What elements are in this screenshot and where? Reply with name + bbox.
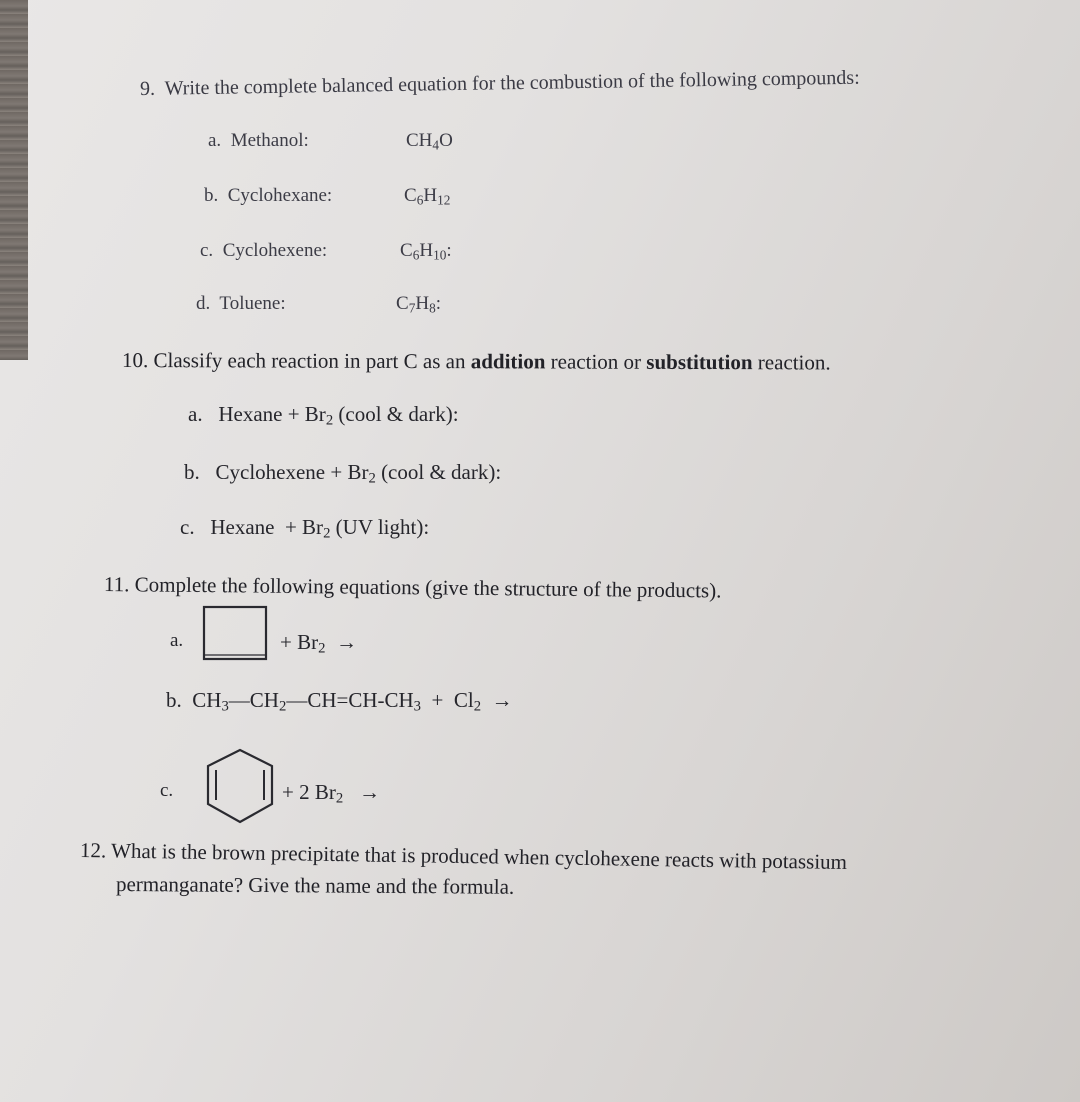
q10-bold-addition: addition <box>470 349 546 374</box>
item-text: (cool & dark): <box>375 460 502 484</box>
formula-part: CH <box>192 688 222 712</box>
formula-part: O <box>439 130 453 151</box>
q10-bold-substitution: substitution <box>646 349 753 375</box>
item-letter: c. <box>200 240 214 261</box>
formula-subscript: 12 <box>437 192 451 208</box>
q11-item-c-equation <box>282 780 380 808</box>
formula-subscript: 2 <box>473 698 482 715</box>
q9-formula-d <box>396 293 441 316</box>
item-letter: a. <box>208 130 222 151</box>
q10-prompt-middle: reaction or <box>550 349 642 374</box>
item-name: Cyclohexene: <box>222 240 328 261</box>
formula-part: —CH=CH-CH <box>286 688 414 712</box>
item-letter: a. <box>188 402 203 426</box>
formula-subscript: 2 <box>278 698 287 715</box>
q12-prompt-line2 <box>116 872 514 900</box>
q11-item-a-equation <box>280 630 357 658</box>
q10-prompt-start: Classify each reaction in part C as an <box>153 348 466 374</box>
formula-part: C <box>396 293 409 314</box>
q9-item-b <box>204 185 332 207</box>
q10-item-c <box>180 515 429 543</box>
formula-part: H <box>415 293 430 314</box>
formula-subscript: 4 <box>432 137 440 153</box>
item-letter: b. <box>184 460 200 484</box>
formula-part: → <box>481 688 513 712</box>
item-letter: b. <box>166 688 182 712</box>
item-letter: d. <box>196 293 211 314</box>
cyclohexadiene-hexagon-icon <box>202 746 280 828</box>
formula-part: H <box>423 185 438 206</box>
formula-subscript: 10 <box>433 247 447 263</box>
q12-number: 12. <box>79 838 107 863</box>
formula-part: C <box>400 240 413 261</box>
q9-item-a <box>208 130 309 152</box>
q12-text-line2: permanganate? Give the name and the formula. <box>115 872 515 899</box>
q11-number: 11. <box>103 572 130 597</box>
q9-number: 9. <box>139 77 156 100</box>
cyclobutane-square-icon <box>200 604 270 662</box>
formula-part: C <box>404 185 417 206</box>
formula-part: H <box>419 240 434 261</box>
q9-prompt-text: Write the complete balanced equation for the combustion of the following compounds: <box>164 66 860 100</box>
q9-item-c <box>200 240 327 262</box>
formula-subscript: 8 <box>429 300 436 316</box>
q11-prompt-text: Complete the following equations (give the structure of the products). <box>134 572 722 603</box>
item-letter: b. <box>204 185 219 206</box>
item-text: Hexane + Br <box>210 515 324 539</box>
q9-formula-a <box>406 130 453 153</box>
formula-subscript: 2 <box>325 412 334 429</box>
item-text: (UV light): <box>330 515 430 539</box>
q11-item-a-letter: a. <box>170 630 184 651</box>
formula-subscript: 2 <box>318 640 326 657</box>
formula-subscript: 6 <box>412 247 420 263</box>
q11-item-b <box>166 688 513 716</box>
q10-number: 10. <box>121 348 149 373</box>
formula-subscript: 3 <box>413 698 422 715</box>
item-text: Cyclohexene + Br <box>215 460 369 484</box>
q10-prompt <box>122 348 831 375</box>
formula-part: + Cl <box>421 688 474 712</box>
item-name: Cyclohexane: <box>227 185 333 206</box>
reaction-arrow-icon: → <box>358 780 380 804</box>
formula-subscript: 3 <box>221 698 229 715</box>
item-letter: c. <box>180 515 195 539</box>
formula-part: : <box>435 293 442 314</box>
q9-item-d <box>196 293 286 315</box>
formula-part: —CH <box>228 688 279 712</box>
q9-formula-b <box>404 185 450 208</box>
item-name: Methanol: <box>230 130 309 151</box>
q10-prompt-end: reaction. <box>757 350 831 375</box>
formula-subscript: 6 <box>416 192 424 208</box>
q11-item-c-letter: c. <box>160 780 174 801</box>
q10-item-a <box>188 402 459 430</box>
reaction-arrow-icon: → <box>335 630 357 654</box>
q10-item-b <box>184 460 501 488</box>
formula-subscript: 2 <box>335 790 344 807</box>
binder-edge <box>0 0 28 360</box>
q12-text-line1: What is the brown precipitate that is produced when cyclohexene reacts with potassium <box>110 838 848 875</box>
q9-formula-c <box>400 240 452 263</box>
formula-subscript: 2 <box>368 470 376 487</box>
formula-part: : <box>446 240 452 261</box>
formula-part: CH <box>406 130 433 151</box>
item-name: Toluene: <box>219 293 286 314</box>
item-text: Hexane + Br <box>218 402 326 426</box>
formula-subscript: 7 <box>408 300 416 316</box>
formula-subscript: 2 <box>323 525 331 542</box>
item-text: (cool & dark): <box>333 402 459 426</box>
reagent-text: + 2 Br <box>282 780 336 804</box>
reagent-text: + Br <box>280 630 319 654</box>
